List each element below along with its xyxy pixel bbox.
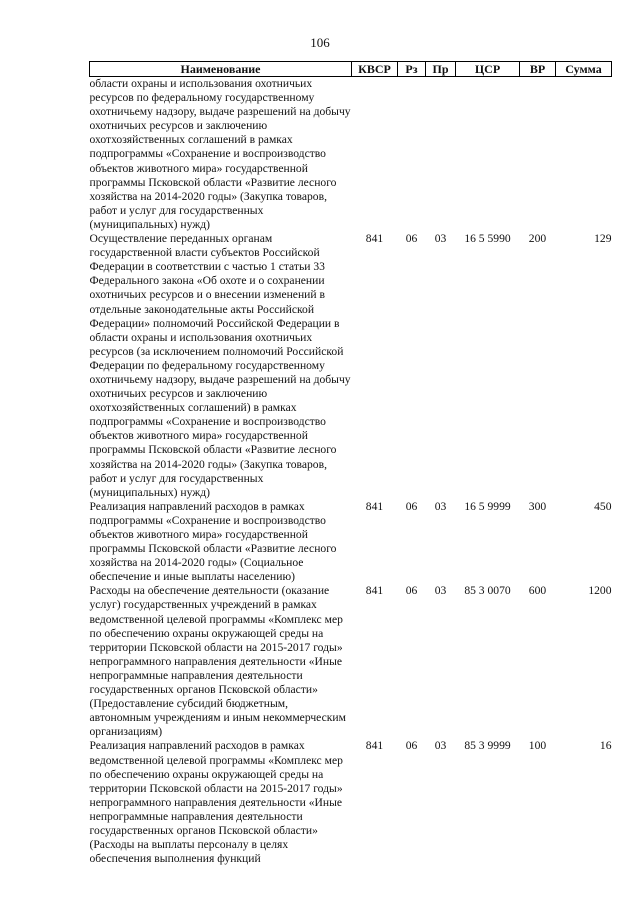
row-csr: 16 5 9999	[464, 499, 511, 513]
row-vr: 300	[528, 499, 547, 513]
column-header-sum: Сумма	[556, 62, 612, 77]
page-number: 106	[310, 35, 330, 50]
column-header-pr: Пр	[426, 62, 456, 77]
column-header-name: Наименование	[90, 62, 352, 77]
row-rz	[398, 77, 426, 233]
row-vr	[520, 77, 556, 233]
row-rz: 06	[405, 739, 418, 753]
column-header-rz: Рз	[398, 62, 426, 77]
column-header-csr: ЦСР	[456, 62, 520, 77]
row-kvsr: 841	[365, 232, 384, 246]
row-name: Реализация направлений расходов в рамках ведомственной целевой программы «Комплекс мер по обеспечению охраны окружающей среды на территории Псковской области на 2015-2017 годы» непрограммного направления деятельности «Иные непрограммные направления деятельности государственных органов Псковской области» (Расходы на выплаты персоналу в целях обеспечения выполнения функций	[89, 739, 343, 866]
row-name: области охраны и использования охотничьих ресурсов по федеральному государственному охотничьему надзору, выдаче разрешений на добычу охотничьих ресурсов и заключению охотхозяйственных соглашений в рамках подпрограммы «Сохранение и воспроизводство объектов животного мира» государственной программы Псковской области «Развитие лесного хозяйства на 2014-2020 годы» (Закупка товаров, работ и услуг для государственных (муниципальных) нужд)	[89, 77, 351, 231]
budget-table	[89, 61, 612, 866]
table-row	[90, 500, 612, 585]
row-pr: 03	[434, 499, 447, 513]
row-csr	[456, 77, 520, 233]
table-row	[90, 77, 612, 233]
row-rz: 06	[405, 584, 418, 598]
row-sum: 1200	[588, 584, 612, 598]
table-row	[90, 739, 612, 866]
row-csr: 85 3 9999	[464, 739, 511, 753]
row-csr: 16 5 5990	[464, 232, 511, 246]
row-pr	[426, 77, 456, 233]
row-pr: 03	[434, 739, 447, 753]
row-kvsr	[352, 77, 398, 233]
table-row	[90, 232, 612, 500]
row-pr: 03	[434, 232, 447, 246]
row-pr: 03	[434, 584, 447, 598]
row-sum: 450	[594, 499, 612, 513]
row-sum	[556, 77, 612, 233]
row-kvsr: 841	[365, 584, 384, 598]
table-body	[90, 77, 612, 867]
row-rz: 06	[405, 499, 418, 513]
row-sum: 16	[599, 739, 612, 753]
row-name: Расходы на обеспечение деятельности (оказание услуг) государственных учреждений в рамках ведомственной целевой программы «Комплекс мер по обеспечению охраны окружающей среды на территории Псковской области на 2015-2017 годы» непрограммного направления деятельности «Иные непрограммные направления деятельности государственных органов Псковской области» (Предоставление субсидий бюджетным, автономным учреждениям и иным некоммерческим организациям)	[89, 584, 346, 739]
row-name: Осуществление переданных органам государственной власти субъектов Российской Федерации в соответствии с частью 1 статьи 33 Федерального закона «Об охоте и о сохранении охотничьих ресурсов и о внесении изменений в отдельные законодательные акты Российской Федерации» полномочий Российской Федерации в области охраны и использования охотничьих ресурсов (за исключением полномочий Российской Федерации по федеральному государственному охотничьему надзору, выдаче разрешений на добычу охотничьих ресурсов и заключению охотхозяйственных соглашений) в рамках подпрограммы «Сохранение и воспроизводство объектов животного мира» государственной программы Псковской области «Развитие лесного хозяйства на 2014-2020 годы» (Закупка товаров, работ и услуг для государственных (муниципальных) нужд)	[89, 232, 351, 499]
row-name: Реализация направлений расходов в рамках подпрограммы «Сохранение и воспроизводство объектов животного мира» государственной программы Псковской области «Развитие лесного хозяйства на 2014-2020 годы» (Социальное обеспечение и иные выплаты населению)	[89, 499, 337, 584]
table-header	[90, 62, 612, 77]
row-vr: 600	[528, 584, 547, 598]
table-row	[90, 584, 612, 739]
row-csr: 85 3 0070	[464, 584, 511, 598]
row-rz: 06	[405, 232, 418, 246]
column-header-vr: ВР	[520, 62, 556, 77]
row-kvsr: 841	[365, 499, 384, 513]
row-kvsr: 841	[365, 739, 384, 753]
column-header-kvsr: КВСР	[352, 62, 398, 77]
row-vr: 200	[528, 232, 547, 246]
row-vr: 100	[528, 739, 547, 753]
row-sum: 129	[594, 232, 612, 246]
